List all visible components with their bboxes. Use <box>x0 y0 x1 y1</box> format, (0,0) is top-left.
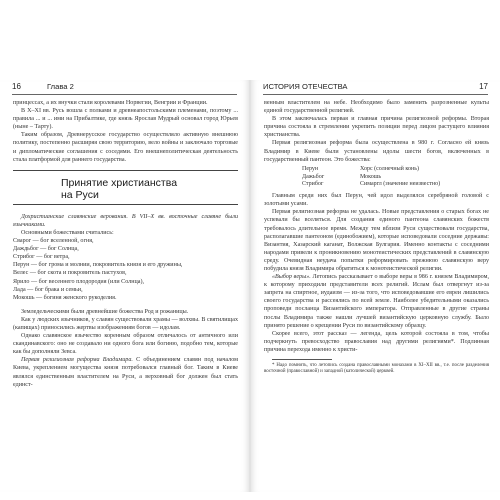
paragraph: Однако славянское язычество коренным образом отличалось от античного или скандинавского: оно не создавало ни одного бога или богиню, подобно тем, которые как бы дополняли Зевса. <box>13 333 238 356</box>
right-page-body <box>264 99 489 375</box>
god-name: Мокошь <box>360 173 382 180</box>
pantheon-row <box>268 181 489 189</box>
god-name: Дажьбог <box>302 173 325 180</box>
paragraph: Первая религиозная реформа не удалась. Новые представления о старых богах не успевали бы вселяться. Для создания единого пантеона славянских божеств требовалось длительное время. Между тем вблизи Руси существовали государства, располагавшие пантеоном (единобожием), которые исповедовали соседние державы: Византия, Хазарский каганат, Волжская Булгария. Именно контакты с соседними народами привели к проникновению монотеистических представлений в славянскую среду. Очевидная неудача попытки реформировать прежнюю славянскую веру побудила князя Владимира обратиться к монотеистической религии. <box>264 209 489 272</box>
paragraph: Главным среди них был Перун, чей идол выделялся серебряной головой с золотыми усами. <box>264 193 489 208</box>
god-name: Симаргл (значение неизвестно) <box>360 181 441 188</box>
god-name: Перун <box>302 165 319 172</box>
left-page-header <box>12 80 237 95</box>
paragraph: В этом заключалась первая и главная причина религиозной реформы. Вторая причина состояла в стремлении укрепить позиции перед лицом растущего влияния христианства. <box>264 116 489 139</box>
gods-list <box>13 237 238 302</box>
footnote: * Надо помнить, что летопись создана православными монахами в XI–XII вв., т.е. после разделения восточной (православной) и западной (католической) церквей. <box>264 363 489 375</box>
paragraph: Скорее всего, этот рассказ — легенда, цель которой состояла в том, чтобы подчеркнуть превосходство православия над другими религиями*. Подлинная причина перехода именно к христи- <box>264 330 489 353</box>
section-rule-bottom <box>13 204 238 205</box>
paragraph: Первая религиозная реформа была осуществлена в 980 г. Согласно ей князь Владимир в Киеве были установлены идолы шести богов, включенных в государственный пантеон. Это божества: <box>264 140 489 163</box>
paragraph: В X–XI вв. Русь вошла с полками и древнеапостольскими племенами, поэтому ... правила ... и ... ими на Прибалтике, где князь Ярослав Мудрый основал город Юрьев (ныне – Тарту). <box>13 108 238 131</box>
paragraph: венным властителем на небе. Необходимо было заменить разрозненные культы единой государственной религией. <box>264 100 489 115</box>
paragraph: Земледельческими были древнейшие божества Род и рожаницы. <box>21 308 189 315</box>
paragraph <box>264 273 489 330</box>
paragraph: принцессах, а их внучки стали королевами Норвегии, Венгрии и Франции. <box>13 100 208 106</box>
page-number: 17 <box>479 82 488 91</box>
right-page <box>251 80 500 492</box>
choice-text: Летопись рассказывает о выборе веры в 986 г. князем Владимиром, к которому приходили представители всех религий. Ислам был отвергнут из-за запрета на спиртное, иудаизм — из-за того, что исповедовавшие его евреи лишились своего государства и рассеялись по всей земле. Наиболее убедительными оказались проповеди посланца Византийского императора. Отправленные в другие страны послы Владимира также нашли лучшей византийскую церковную службу. Было принято решение о крещении Руси по византийскому образцу. <box>264 274 489 329</box>
list-item: Лада — бог брака и семьи, <box>13 286 83 293</box>
paragraph <box>13 213 238 229</box>
section-title-line: Принятие христианства <box>61 176 178 189</box>
section-rule-top <box>13 170 238 171</box>
reform-title: Первая религиозная реформа Владимира. <box>21 357 133 364</box>
list-item: Мокошь — богиня женского рукоделия. <box>13 294 117 301</box>
pantheon-row <box>268 166 489 174</box>
left-page-body <box>13 99 238 389</box>
page-number: 16 <box>12 82 21 91</box>
right-page-header <box>263 80 488 95</box>
god-name: Стрибог <box>302 181 324 188</box>
section-title <box>13 177 238 201</box>
pantheon-list <box>268 166 489 189</box>
footnote-rule <box>272 359 332 360</box>
list-item: Перун — бог грома и молнии, покровитель князя и его дружины, <box>13 262 183 269</box>
section-title-line: на Руси <box>61 188 99 201</box>
list-item: Стрибог — бог ветра, <box>13 254 70 261</box>
paragraph: Основными божествами считались: <box>21 229 114 236</box>
running-head: ИСТОРИЯ ОТЕЧЕСТВА <box>263 82 348 91</box>
choice-title: «Выбор веры». <box>272 274 311 281</box>
list-item: Велес — бог скота и покровитель пастухов, <box>13 270 127 277</box>
paragraph: Таким образом, Древнерусское государство осуществляло активную внешнюю политику, постепенно расширяя свою территорию, вело войны и заключало торговые и дипломатические соглашения с соседями. Его внешнеполитическая деятельность стала платформой для раннего государства. <box>13 132 238 163</box>
running-head: Глава 2 <box>47 82 74 91</box>
reform-text: С объединением славян под началом Киева, укреплением могущества князя потребовался главный бог. Таким в Киеве являлся единственным властителем на Руси, а верховный бог должен был стать единст- <box>13 357 239 388</box>
pagan-intro: Дохристианские славянские верования. В VII–X вв. восточные славяне были язычниками. <box>13 213 238 228</box>
paragraph <box>13 356 238 388</box>
god-name: Хорс (солнечный конь) <box>360 165 419 172</box>
list-item: Ярило — бог весеннего плодородия (или Солнца), <box>13 278 144 285</box>
paragraph: Как у людских язычников, у славян существовали храмы — волхвы. В святилищах (капищах) приносились жертвы изображениям богов — идолам. <box>13 316 238 331</box>
list-item: Даждьбог — бог Солнца, <box>13 246 79 253</box>
list-item: Сварог — бог вселенной, огня, <box>13 238 94 245</box>
left-page <box>0 80 249 492</box>
